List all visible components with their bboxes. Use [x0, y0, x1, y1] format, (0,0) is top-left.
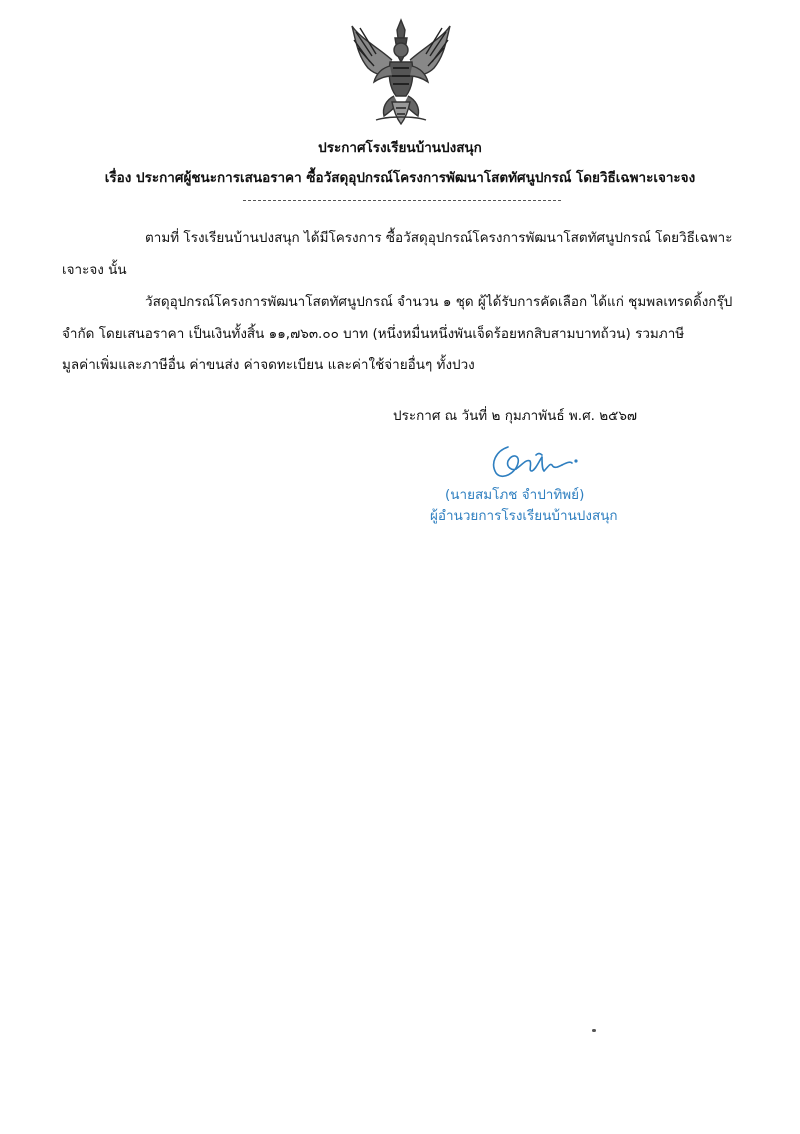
announcement-date: ประกาศ ณ วันที่ ๒ กุมภาพันธ์ พ.ศ. ๒๕๖๗ [393, 408, 638, 424]
signer-name: (นายสมโภช จำปาทิพย์) [445, 487, 585, 503]
paragraph-1-line-2: เจาะจง นั้น [62, 262, 127, 278]
paper-speck [592, 1029, 596, 1032]
announcement-title: ประกาศโรงเรียนบ้านปงสนุก [318, 140, 482, 156]
signature-icon [486, 443, 582, 483]
signer-position: ผู้อำนวยการโรงเรียนบ้านปงสนุก [430, 508, 618, 524]
paragraph-2-line-1: วัสดุอุปกรณ์โครงการพัฒนาโสตทัศนูปกรณ์ จำนวน ๑ ชุด ผู้ได้รับการคัดเลือก ได้แก่ ชุมพลเทรดดิ้งกรุ๊ป [145, 294, 733, 310]
divider [243, 200, 561, 201]
paragraph-1-line-1: ตามที่ โรงเรียนบ้านปงสนุก ได้มีโครงการ ซื้อวัสดุอุปกรณ์โครงการพัฒนาโสตทัศนูปกรณ์ โดยวิธีเฉพาะ [145, 230, 733, 246]
paragraph-2-line-3: มูลค่าเพิ่มและภาษีอื่น ค่าขนส่ง ค่าจดทะเบียน และค่าใช้จ่ายอื่นๆ ทั้งปวง [62, 357, 475, 373]
announcement-subject: เรื่อง ประกาศผู้ชนะการเสนอราคา ซื้อวัสดุอุปกรณ์โครงการพัฒนาโสตทัศนูปกรณ์ โดยวิธีเฉพาะเจาะจง [104, 170, 696, 186]
paragraph-2-line-2: จำกัด โดยเสนอราคา เป็นเงินทั้งสิ้น ๑๑,๗๖๓.๐๐ บาท (หนึ่งหมื่นหนึ่งพันเจ็ดร้อยหกสิบสามบาทถ้วน) รวมภาษี [62, 326, 685, 342]
garuda-emblem-icon [346, 16, 456, 128]
